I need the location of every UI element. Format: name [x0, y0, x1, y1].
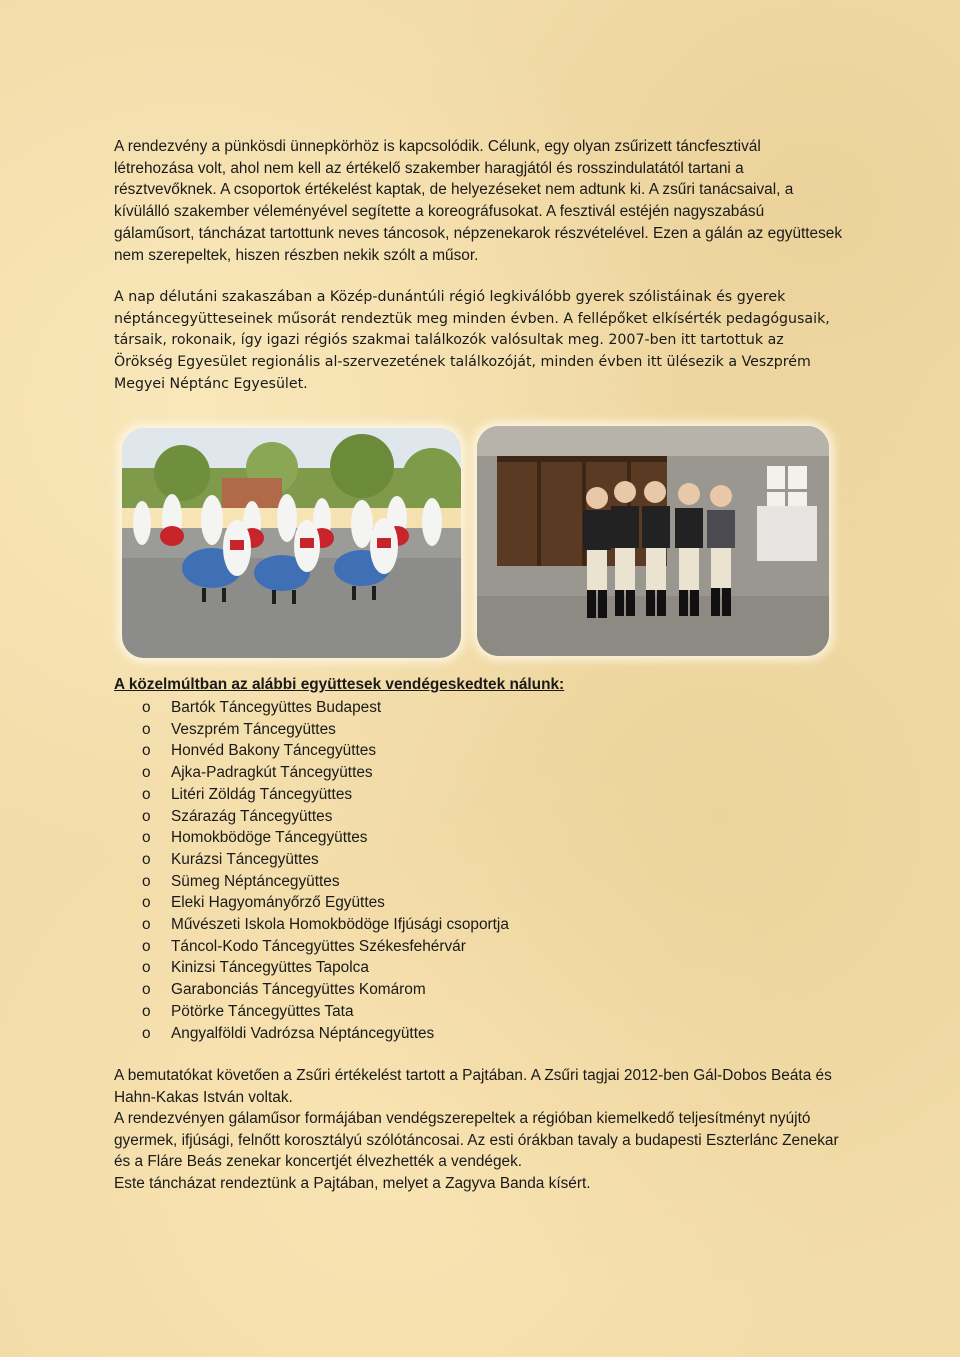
list-bullet: o: [142, 764, 151, 782]
guest-list-item: [114, 784, 834, 806]
list-bullet: o: [142, 807, 151, 825]
list-bullet: o: [142, 1024, 151, 1042]
guest-name: Garabonciás Táncegyüttes Komárom: [171, 981, 426, 999]
list-bullet: o: [142, 894, 151, 912]
guest-list-item: [114, 827, 834, 849]
guest-name: Szárazág Táncegyüttes: [171, 807, 333, 825]
guest-list-item: [114, 849, 834, 871]
guest-name: Táncol-Kodo Táncegyüttes Székesfehérvár: [171, 937, 466, 955]
guest-name: Homokbödöge Táncegyüttes: [171, 829, 368, 847]
guest-name: Sümeg Néptáncegyüttes: [171, 872, 340, 890]
guest-name: Honvéd Bakony Táncegyüttes: [171, 742, 377, 760]
guest-list-item: [114, 762, 834, 784]
guest-name: Kinizsi Táncegyüttes Tapolca: [171, 959, 369, 977]
list-bullet: o: [142, 699, 151, 716]
intro-paragraph: A rendezvény a pünkösdi ünnepkörhöz is kapcsolódik. Célunk, egy olyan zsűrizett táncfesztivál létrehozása volt, ahol nem kell az értékelő szakember haragjától és rosszindulatától tartani a résztvevőknek. A csoportok értékelést kaptak, de helyezéseket nem adtunk ki. A zsűri tanácsaival, a kívülálló szakember véleményével segítette a koreográfusokat. A fesztivál estéjén nagyszabású gálaműsort, táncházat tartottunk neves táncosok, népzenekarok részvételével. Ezen a gálán az együttesek nem szerepeltek, hiszen részben nekik szólt a műsor.: [114, 138, 843, 264]
list-bullet: o: [142, 742, 151, 760]
guest-name: Veszprém Táncegyüttes: [171, 720, 336, 738]
guest-name: Ajka-Padragkút Táncegyüttes: [171, 764, 373, 782]
guest-list-item: [114, 1023, 834, 1045]
guest-list-item: [114, 914, 834, 936]
list-bullet: o: [142, 785, 151, 803]
guest-name: Kurázsi Táncegyüttes: [171, 850, 319, 868]
guest-list-item: [114, 697, 834, 719]
closing-paragraph: A rendezvényen gálaműsor formájában vendégszerepeltek a régióban kiemelkedő teljesítményt nyújtó gyermek, ifjúsági, felnőtt korosztályú szólótáncosai. Az esti órákban tavaly a budapesti Eszterlánc Zenekar és a Fláre Beás zenekar koncertjét élvezhették a vendégek. Este táncházat rendeztünk a Pajtában, melyet a Zagyva Banda kísért.: [114, 1110, 839, 1193]
guest-name: Művészeti Iskola Homokbödöge Ifjúsági csoportja: [171, 916, 509, 934]
list-bullet: o: [142, 850, 151, 868]
guest-name: Angyalföldi Vadrózsa Néptáncegyüttes: [171, 1024, 435, 1042]
list-bullet: o: [142, 872, 151, 890]
guest-list-item: [114, 979, 834, 1001]
guest-name: Pötörke Táncegyüttes Tata: [171, 1002, 354, 1020]
guest-list-item: [114, 806, 834, 828]
guest-list-item: [114, 1001, 834, 1023]
guest-name: Eleki Hagyományőrző Együttes: [171, 894, 385, 912]
list-bullet: o: [142, 916, 151, 934]
list-bullet: o: [142, 720, 151, 738]
afternoon-paragraph: A nap délutáni szakaszában a Közép-dunántúli régió legkiválóbb gyerek szólistáinak és gyerek néptáncegyütteseinek műsorát rendeztük meg minden évben. A fellépőket elkísérték pedagógusaik, társaik, rokonaik, így igazi régiós szakmai találkozók valósultak meg. 2007-ben itt tartottuk az Örökség Egyesület regionális al-szervezetének találkozóját, minden évben itt ülésezik a Veszprém Megyei Néptánc Egyesület.: [114, 289, 830, 392]
guest-list-item: [114, 936, 834, 958]
outdoor-folk-dance-photo: [122, 428, 461, 658]
list-bullet: o: [142, 981, 151, 999]
jury-paragraph: A bemutatókat követően a Zsűri értékelést tartott a Pajtában. A Zsűri tagjai 2012-ben Gál-Dobos Beáta és Hahn-Kakas István voltak.: [114, 1067, 832, 1106]
guest-name: Bartók Táncegyüttes Budapest: [171, 699, 382, 716]
guest-name: Litéri Zöldág Táncegyüttes: [171, 785, 353, 803]
guest-ensemble-list: [114, 697, 834, 1044]
guest-list-item: [114, 892, 834, 914]
list-bullet: o: [142, 959, 151, 977]
list-bullet: o: [142, 829, 151, 847]
list-bullet: o: [142, 1002, 151, 1020]
guest-list-item: [114, 871, 834, 893]
guest-list-item: [114, 957, 834, 979]
guest-list-item: [114, 719, 834, 741]
boys-dance-group-photo: [477, 426, 829, 656]
guest-list-item: [114, 740, 834, 762]
list-bullet: o: [142, 937, 151, 955]
guest-list-heading: A közelmúltban az alábbi együttesek vendégeskedtek nálunk:: [114, 676, 565, 693]
